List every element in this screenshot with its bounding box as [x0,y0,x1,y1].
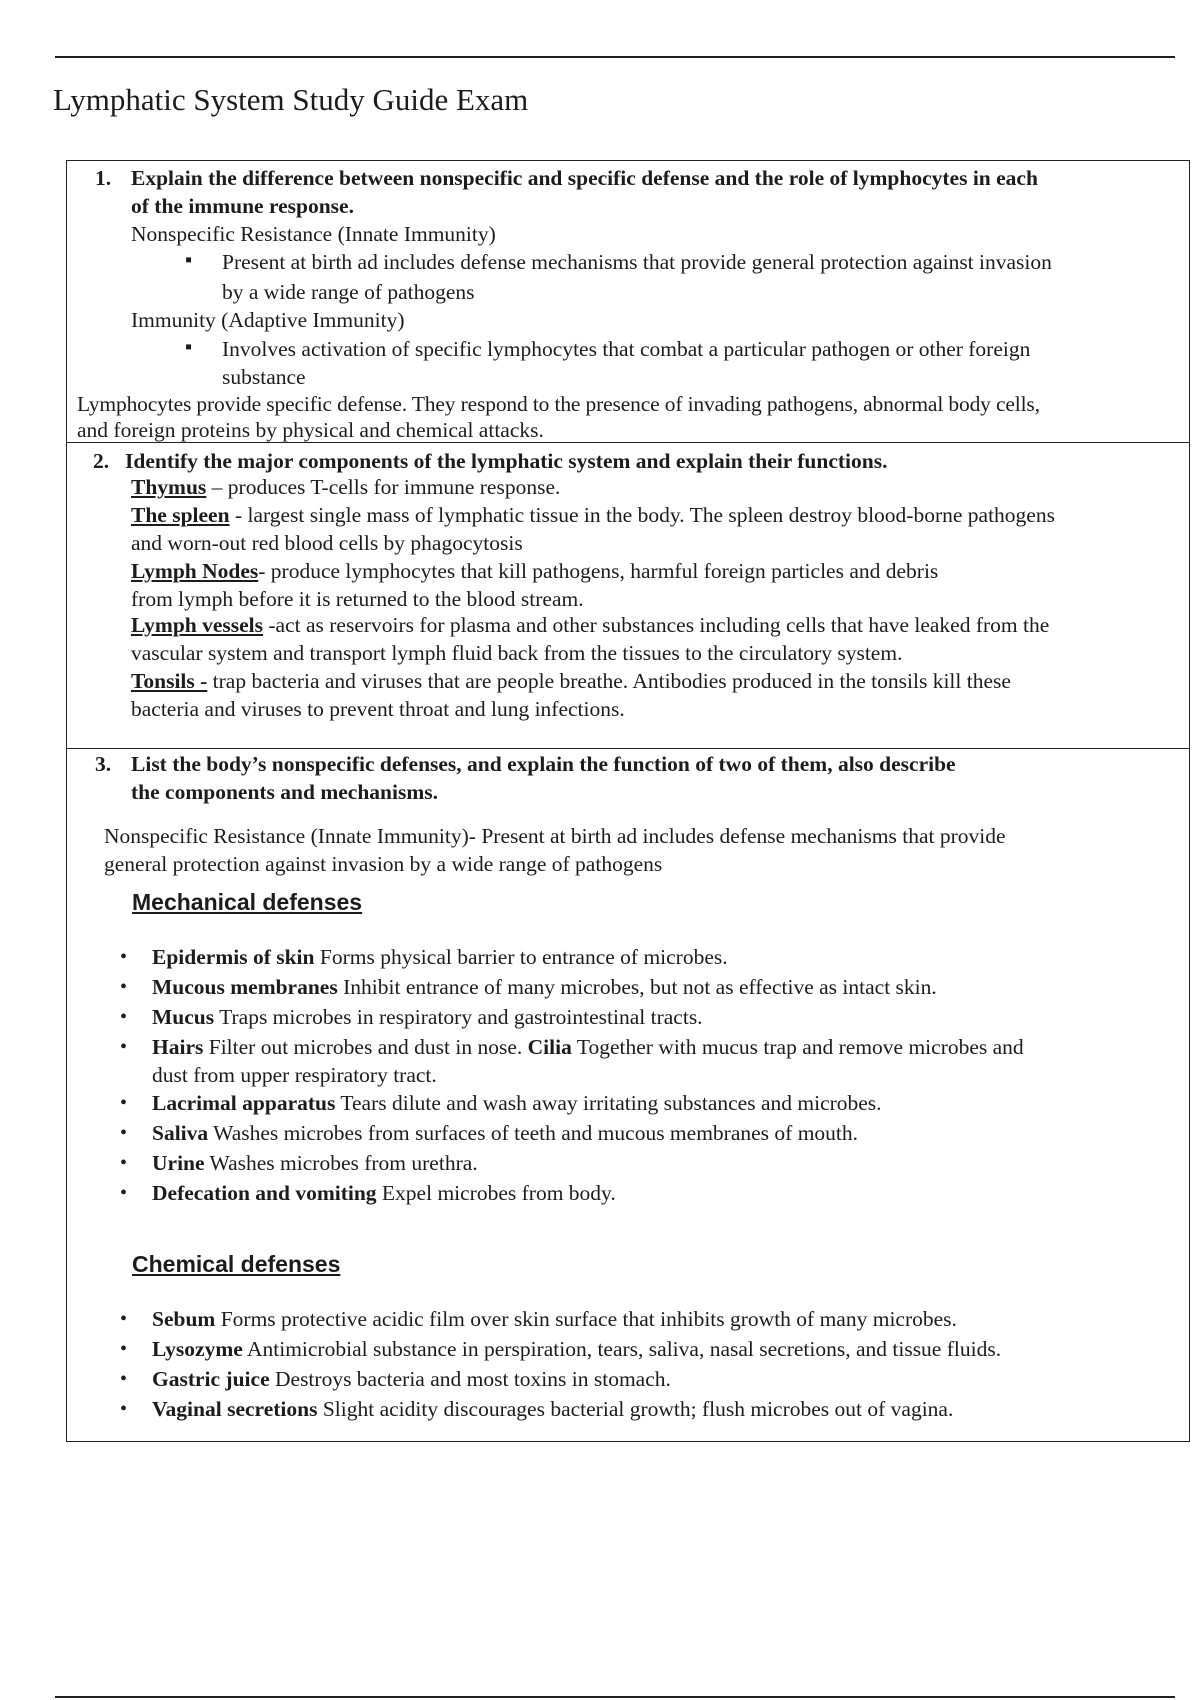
defense-text: Washes microbes from surfaces of teeth and mucous membranes of mouth. [208,1121,859,1145]
defense-text: Expel microbes from body. [376,1181,616,1205]
question-1-box [66,160,1190,443]
bullet-icon: • [120,976,128,998]
immunity-bullet-line-2: substance [222,365,306,389]
defense-term: Epidermis of skin [152,945,315,969]
defense-text: Traps microbes in respiratory and gastrointestinal tracts. [214,1005,703,1029]
spleen-entry [131,501,1055,529]
lymphocytes-summary-line-1: Lymphocytes provide specific defense. They respond to the presence of invading pathogens, abnormal body cells, [77,392,1040,416]
question-3-box [66,748,1190,1442]
list-item [114,1088,1134,1118]
chemical-defenses-heading: Chemical defenses [132,1251,341,1277]
defense-text: Inhibit entrance of many microbes, but not as effective as intact skin. [337,975,937,999]
list-item [114,1178,1134,1208]
list-item [114,1394,1134,1424]
defense-term: Lysozyme [152,1337,243,1361]
defense-text: Forms protective acidic film over skin surface that inhibits growth of many microbes. [215,1307,957,1331]
question-1 [95,164,1038,220]
immunity-heading: Immunity (Adaptive Immunity) [131,308,405,332]
question-2-number: 2. [93,449,110,473]
spleen-text-line-2: and worn-out red blood cells by phagocytosis [131,531,523,555]
list-item [114,972,1134,1002]
tonsils-term: Tonsils - [131,669,208,693]
bullet-icon: • [120,1122,128,1144]
defense-term: Defecation and vomiting [152,1181,377,1205]
bottom-rule [55,1696,1175,1698]
thymus-entry [131,473,560,501]
question-3-line-2: the components and mechanisms. [131,780,438,804]
chemical-defenses-list [114,1304,1134,1424]
defense-text: Antimicrobial substance in perspiration, tears, saliva, nasal secretions, and tissue fluids. [242,1337,1002,1361]
spleen-text: - largest single mass of lymphatic tissue in the body. The spleen destroy blood-borne pathogens [229,503,1055,527]
lymph-nodes-term: Lymph Nodes [131,559,259,583]
tonsils-text: trap bacteria and viruses that are people breathe. Antibodies produced in the tonsils kill these [207,669,1011,693]
defense-text: Together with mucus trap and remove microbes and [571,1035,1024,1059]
defense-term: Lacrimal apparatus [152,1091,336,1115]
tonsils-entry [131,667,1011,695]
defense-text: Slight acidity discourages bacterial growth; flush microbes out of vagina. [317,1397,954,1421]
defense-term: Hairs [152,1035,204,1059]
defense-term: Urine [152,1151,205,1175]
lymph-nodes-text-line-2: from lymph before it is returned to the blood stream. [131,587,584,611]
mechanical-defenses-list [114,942,1134,1208]
bullet-icon: • [120,1092,128,1114]
list-item [114,1364,1134,1394]
nonspecific-bullet-line-1: Present at birth ad includes defense mechanisms that provide general protection against invasion [222,250,1052,274]
intro-line-1: Nonspecific Resistance (Innate Immunity)- Present at birth ad includes defense mechanisms that provide [104,824,1006,848]
question-3-number: 3. [95,752,112,776]
question-2-box [66,442,1190,749]
lymph-vessels-term: Lymph vessels [131,613,264,637]
lymph-vessels-text-line-2: vascular system and transport lymph fluid back from the tissues to the circulatory system. [131,641,903,665]
bullet-icon: • [120,1308,128,1330]
bullet-icon: • [120,1338,128,1360]
defense-text: Tears dilute and wash away irritating substances and microbes. [335,1091,882,1115]
defense-term: Cilia [527,1035,572,1059]
bullet-icon: ▪ [185,336,193,358]
list-item [114,942,1134,972]
lymph-vessels-entry [131,611,1049,639]
bullet-icon: • [120,1006,128,1028]
lymph-nodes-text: - produce lymphocytes that kill pathogens, harmful foreign particles and debris [258,559,939,583]
defense-text: Washes microbes from urethra. [204,1151,478,1175]
nonspecific-heading: Nonspecific Resistance (Innate Immunity) [131,222,496,246]
defense-text: Forms physical barrier to entrance of microbes. [314,945,728,969]
bullet-icon: • [120,1152,128,1174]
thymus-text: – produces T-cells for immune response. [206,475,561,499]
bullet-icon: • [120,1398,128,1420]
top-rule [55,56,1175,58]
list-item [114,1148,1134,1178]
defense-term: Vaginal secretions [152,1397,318,1421]
list-item [114,1334,1134,1364]
bullet-icon: ▪ [185,249,193,271]
question-1-number: 1. [95,166,112,190]
question-3-line-1: List the body’s nonspecific defenses, and explain the function of two of them, also describe [131,752,956,776]
bullet-icon: • [120,1368,128,1390]
defense-term: Gastric juice [152,1367,270,1391]
question-1-line-1: Explain the difference between nonspecific and specific defense and the role of lymphocytes in each [131,166,1038,190]
defense-term: Mucus [152,1005,215,1029]
mechanical-defenses-heading: Mechanical defenses [132,889,363,915]
defense-term: Sebum [152,1307,216,1331]
list-item [114,1002,1134,1032]
question-1-line-2: of the immune response. [131,194,354,218]
immunity-bullet-line-1: Involves activation of specific lymphocytes that combat a particular pathogen or other foreign [222,337,1031,361]
defense-term: Saliva [152,1121,209,1145]
intro-line-2: general protection against invasion by a wide range of pathogens [104,852,663,876]
question-3 [95,750,956,806]
question-2 [93,447,888,475]
lymphocytes-summary-line-2: and foreign proteins by physical and chemical attacks. [77,418,544,442]
defense-text-continued: dust from upper respiratory tract. [152,1063,437,1087]
tonsils-text-line-2: bacteria and viruses to prevent throat and lung infections. [131,697,625,721]
bullet-icon: • [120,1182,128,1204]
document-title: Lymphatic System Study Guide Exam [53,82,529,117]
list-item [114,1032,1134,1088]
bullet-icon: • [120,946,128,968]
defense-text: Filter out microbes and dust in nose. [203,1035,528,1059]
thymus-term: Thymus [131,475,207,499]
lymph-vessels-text: -act as reservoirs for plasma and other substances including cells that have leaked from the [263,613,1050,637]
list-item [114,1304,1134,1334]
question-2-text: Identify the major components of the lymphatic system and explain their functions. [125,449,888,473]
nonspecific-bullet-line-2: by a wide range of pathogens [222,280,475,304]
defense-text: Destroys bacteria and most toxins in stomach. [269,1367,671,1391]
spleen-term: The spleen [131,503,230,527]
list-item [114,1118,1134,1148]
defense-term: Mucous membranes [152,975,338,999]
bullet-icon: • [120,1036,128,1058]
lymph-nodes-entry [131,557,938,585]
